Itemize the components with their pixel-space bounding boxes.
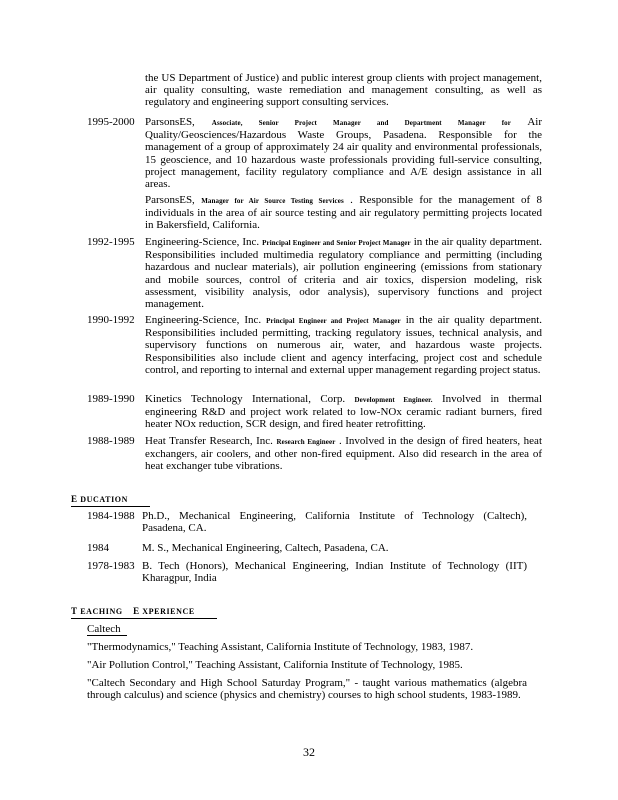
education-row (87, 542, 527, 554)
intro-text: the US Department of Justice) and public interest group clients with project management, air quality consulting, waste remediation and management consulting, as well as regulatory and engineering support consulting services. (145, 72, 542, 109)
experience-description: Involved in thermal engineering R&D and project work related to low-NOx ceramic radiant burners, fired heater NOx reduction, SCR design, and fired heater retrofitting. (145, 393, 542, 431)
experience-title: Principal Engineer and Project Manager (266, 317, 401, 325)
experience-description: . Responsible for the management of 8 individuals in the area of air source testing and air regulatory permitting projects located in Bakersfield, California. (145, 194, 543, 232)
teaching-heading (71, 605, 217, 619)
education-text: B. Tech (Honors), Mechanical Engineering, Indian Institute of Technology (IIT) Kharagpur, India (142, 560, 527, 585)
teaching-item: "Thermodynamics," Teaching Assistant, California Institute of Technology, 1983, 1987. (87, 641, 474, 653)
education-year: 1984 (87, 542, 109, 554)
experience-entry (87, 236, 542, 310)
experience-entry (87, 314, 542, 376)
education-text: M. S., Mechanical Engineering, Caltech, Pasadena, CA. (142, 542, 389, 554)
experience-description: . Involved in the design of fired heaters, heat exchangers, air coolers, and other non-fired equipment. Also did research in the area of heat exchanger tube vibrations. (145, 435, 542, 473)
experience-org: Engineering-Science, Inc. (145, 236, 260, 248)
experience-description: Air Quality/Geosciences/Hazardous Waste Groups, Pasadena. Responsible for the management of a group of approximately 24 air quality and environmental professionals, 15 geoscience, and 10 hazardous waste professionals providing full-service consulting, project management, facility regulatory compliance and A/E design assistance in all areas. (145, 116, 542, 191)
teaching-item: "Air Pollution Control," Teaching Assistant, California Institute of Technology, 1985. (87, 659, 463, 671)
experience-entry (87, 435, 542, 473)
experience-title: Research Engineer (276, 438, 336, 446)
experience-org: ParsonsES, (145, 116, 195, 128)
education-row (87, 510, 527, 534)
experience-org: ParsonsES, (145, 194, 195, 206)
experience-org: Engineering-Science, Inc. (145, 314, 262, 326)
heading-initial: E (71, 494, 78, 504)
experience-org: Heat Transfer Research, Inc. (145, 435, 273, 447)
experience-year: 1992-1995 (87, 236, 135, 248)
experience-description: in the air quality department. Responsibilities included permitting, tracking regulatory issues, technical analysis, and supervisory functions on numerous air, water, and hazardous waste projects. Responsibilities also include client and agency interfacing, project cost and schedule control, and reporting to internal and external upper management regarding project status. (145, 314, 543, 376)
experience-year: 1990-1992 (87, 314, 135, 326)
education-year: 1978-1983 (87, 560, 135, 572)
experience-entry (87, 116, 542, 190)
education-heading (71, 493, 150, 507)
experience-org: Kinetics Technology International, Corp. (145, 393, 346, 405)
heading-initial: E (133, 606, 140, 616)
teaching-item: "Caltech Secondary and High School Saturday Program," - taught various mathematics (algebra through calculus) and science (physics and chemistry) courses to high school students, 1983-1989. (87, 677, 527, 702)
experience-title: Principal Engineer and Senior Project Manager (262, 239, 411, 247)
experience-description: in the air quality department. Responsibilities included multimedia regulatory compliance and permitting (including hazardous and nuclear materials), air pollution engineering (emissions from stationary and mobile sources, control of criteria and air toxics, dispersion modeling, risk assessment, visibility analysis, odor analysis), supervisory functions and project management. (145, 236, 543, 311)
page-number: 32 (303, 745, 315, 759)
intro-paragraph (145, 72, 542, 109)
experience-entry (87, 194, 542, 232)
experience-entry (87, 393, 542, 431)
education-row (87, 560, 527, 584)
teaching-institution: Caltech (87, 623, 127, 636)
education-year: 1984-1988 (87, 510, 135, 522)
experience-year: 1988-1989 (87, 435, 135, 447)
heading-rest: EACHING (80, 607, 123, 616)
experience-year: 1989-1990 (87, 393, 135, 405)
heading-rest: XPERIENCE (142, 607, 195, 616)
experience-title: Associate, Senior Project Manager and Department Manager for (211, 119, 511, 127)
experience-year: 1995-2000 (87, 116, 135, 128)
experience-title: Manager for Air Source Testing Services (201, 197, 344, 205)
heading-rest: DUCATION (80, 495, 128, 504)
education-text: Ph.D., Mechanical Engineering, California Institute of Technology (Caltech), Pasadena, CA. (142, 510, 527, 535)
heading-initial: T (71, 606, 78, 616)
experience-title: Development Engineer. (354, 396, 433, 404)
